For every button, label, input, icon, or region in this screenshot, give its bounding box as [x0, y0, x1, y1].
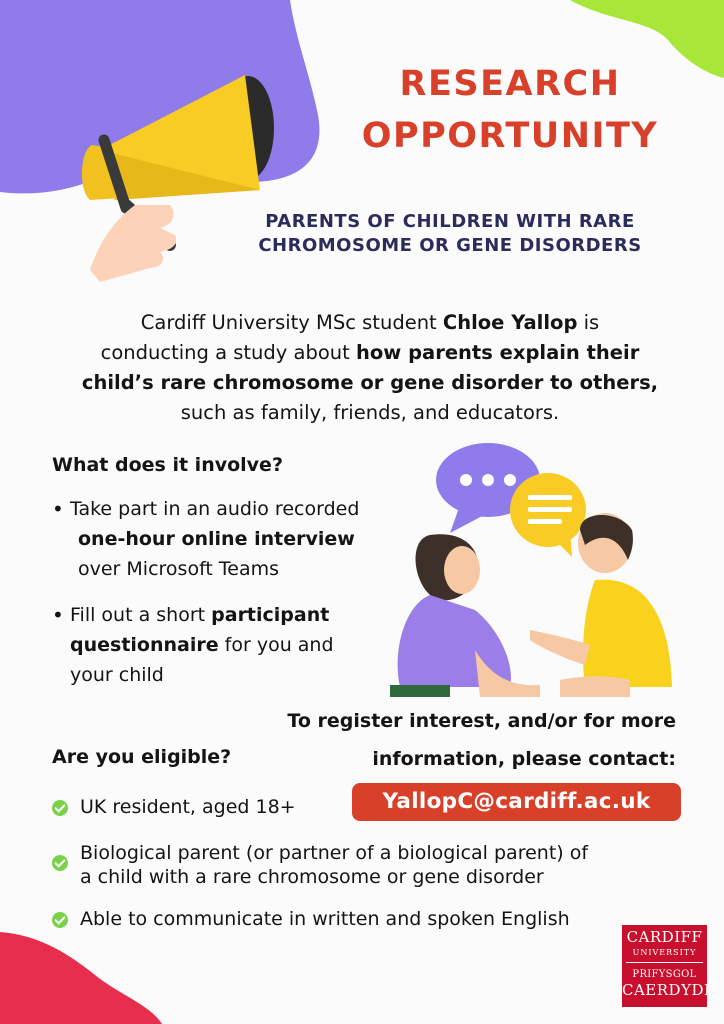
woman-figure [390, 534, 540, 697]
intro-paragraph [60, 308, 680, 428]
check-circle-icon [52, 855, 68, 871]
list-item-text: • Take part in an audio recorded [70, 498, 360, 520]
list-item-text: your child [70, 664, 164, 686]
email-link[interactable]: YallopC@cardiff.ac.uk [352, 783, 681, 821]
list-item [52, 600, 392, 690]
logo-line4: CAERDYDD [622, 981, 717, 999]
list-item-text: over Microsoft Teams [78, 558, 280, 580]
conversation-illustration [380, 435, 680, 697]
contact-line1: To register interest, and/or for more [287, 710, 676, 732]
intro-text: conducting a study about [100, 341, 356, 364]
list-item-text: questionnaire [70, 634, 219, 656]
check-circle-icon [52, 800, 68, 816]
cardiff-university-logo [622, 925, 717, 1007]
title-line1: RESEARCH [399, 64, 621, 104]
list-item-text: Fill out a short [70, 604, 212, 626]
list-item-text: participant [211, 604, 330, 626]
logo-divider [626, 962, 703, 963]
study-topic: how parents explain their [356, 341, 640, 364]
involve-list [52, 494, 392, 690]
involve-heading: What does it involve? [52, 454, 283, 476]
eligible-list [52, 795, 632, 940]
study-topic: child’s rare chromosome or gene disorder to others, [81, 371, 659, 394]
list-item-text: Biological parent (or partner of a biological parent) of [80, 842, 589, 864]
subtitle-line1: PARENTS OF CHILDREN WITH RARE [265, 211, 635, 232]
logo-line3: PRIFYSGOL [632, 969, 697, 980]
list-item-text: one-hour online interview [78, 528, 355, 550]
title-line2: OPPORTUNITY [361, 116, 659, 156]
intro-text: is [577, 311, 600, 334]
page-title [330, 58, 690, 162]
list-item-text: Able to communicate in written and spoken English [80, 908, 570, 930]
eligible-heading: Are you eligible? [52, 746, 232, 768]
speech-bubble-lines-icon [510, 473, 586, 557]
intro-text: such as family, friends, and educators. [180, 401, 560, 424]
subtitle-line2: CHROMOSOME OR GENE DISORDERS [258, 235, 642, 256]
logo-line1: CARDIFF [626, 928, 703, 946]
student-name: Chloe Yallop [442, 311, 578, 334]
check-circle-icon [52, 912, 68, 928]
page-subtitle [210, 210, 690, 258]
pink-blob [0, 932, 162, 1024]
hand-icon [90, 205, 176, 282]
list-item-text: UK resident, aged 18+ [80, 796, 296, 818]
logo-line2: UNIVERSITY [632, 948, 697, 957]
list-item-text: for you and [218, 634, 334, 656]
contact-text [276, 705, 676, 775]
list-item-text: a child with a rare chromosome or gene disorder [80, 866, 544, 888]
intro-text: Cardiff University MSc student [140, 311, 443, 334]
list-item [52, 494, 392, 584]
contact-line2: information, please contact: [372, 748, 676, 770]
